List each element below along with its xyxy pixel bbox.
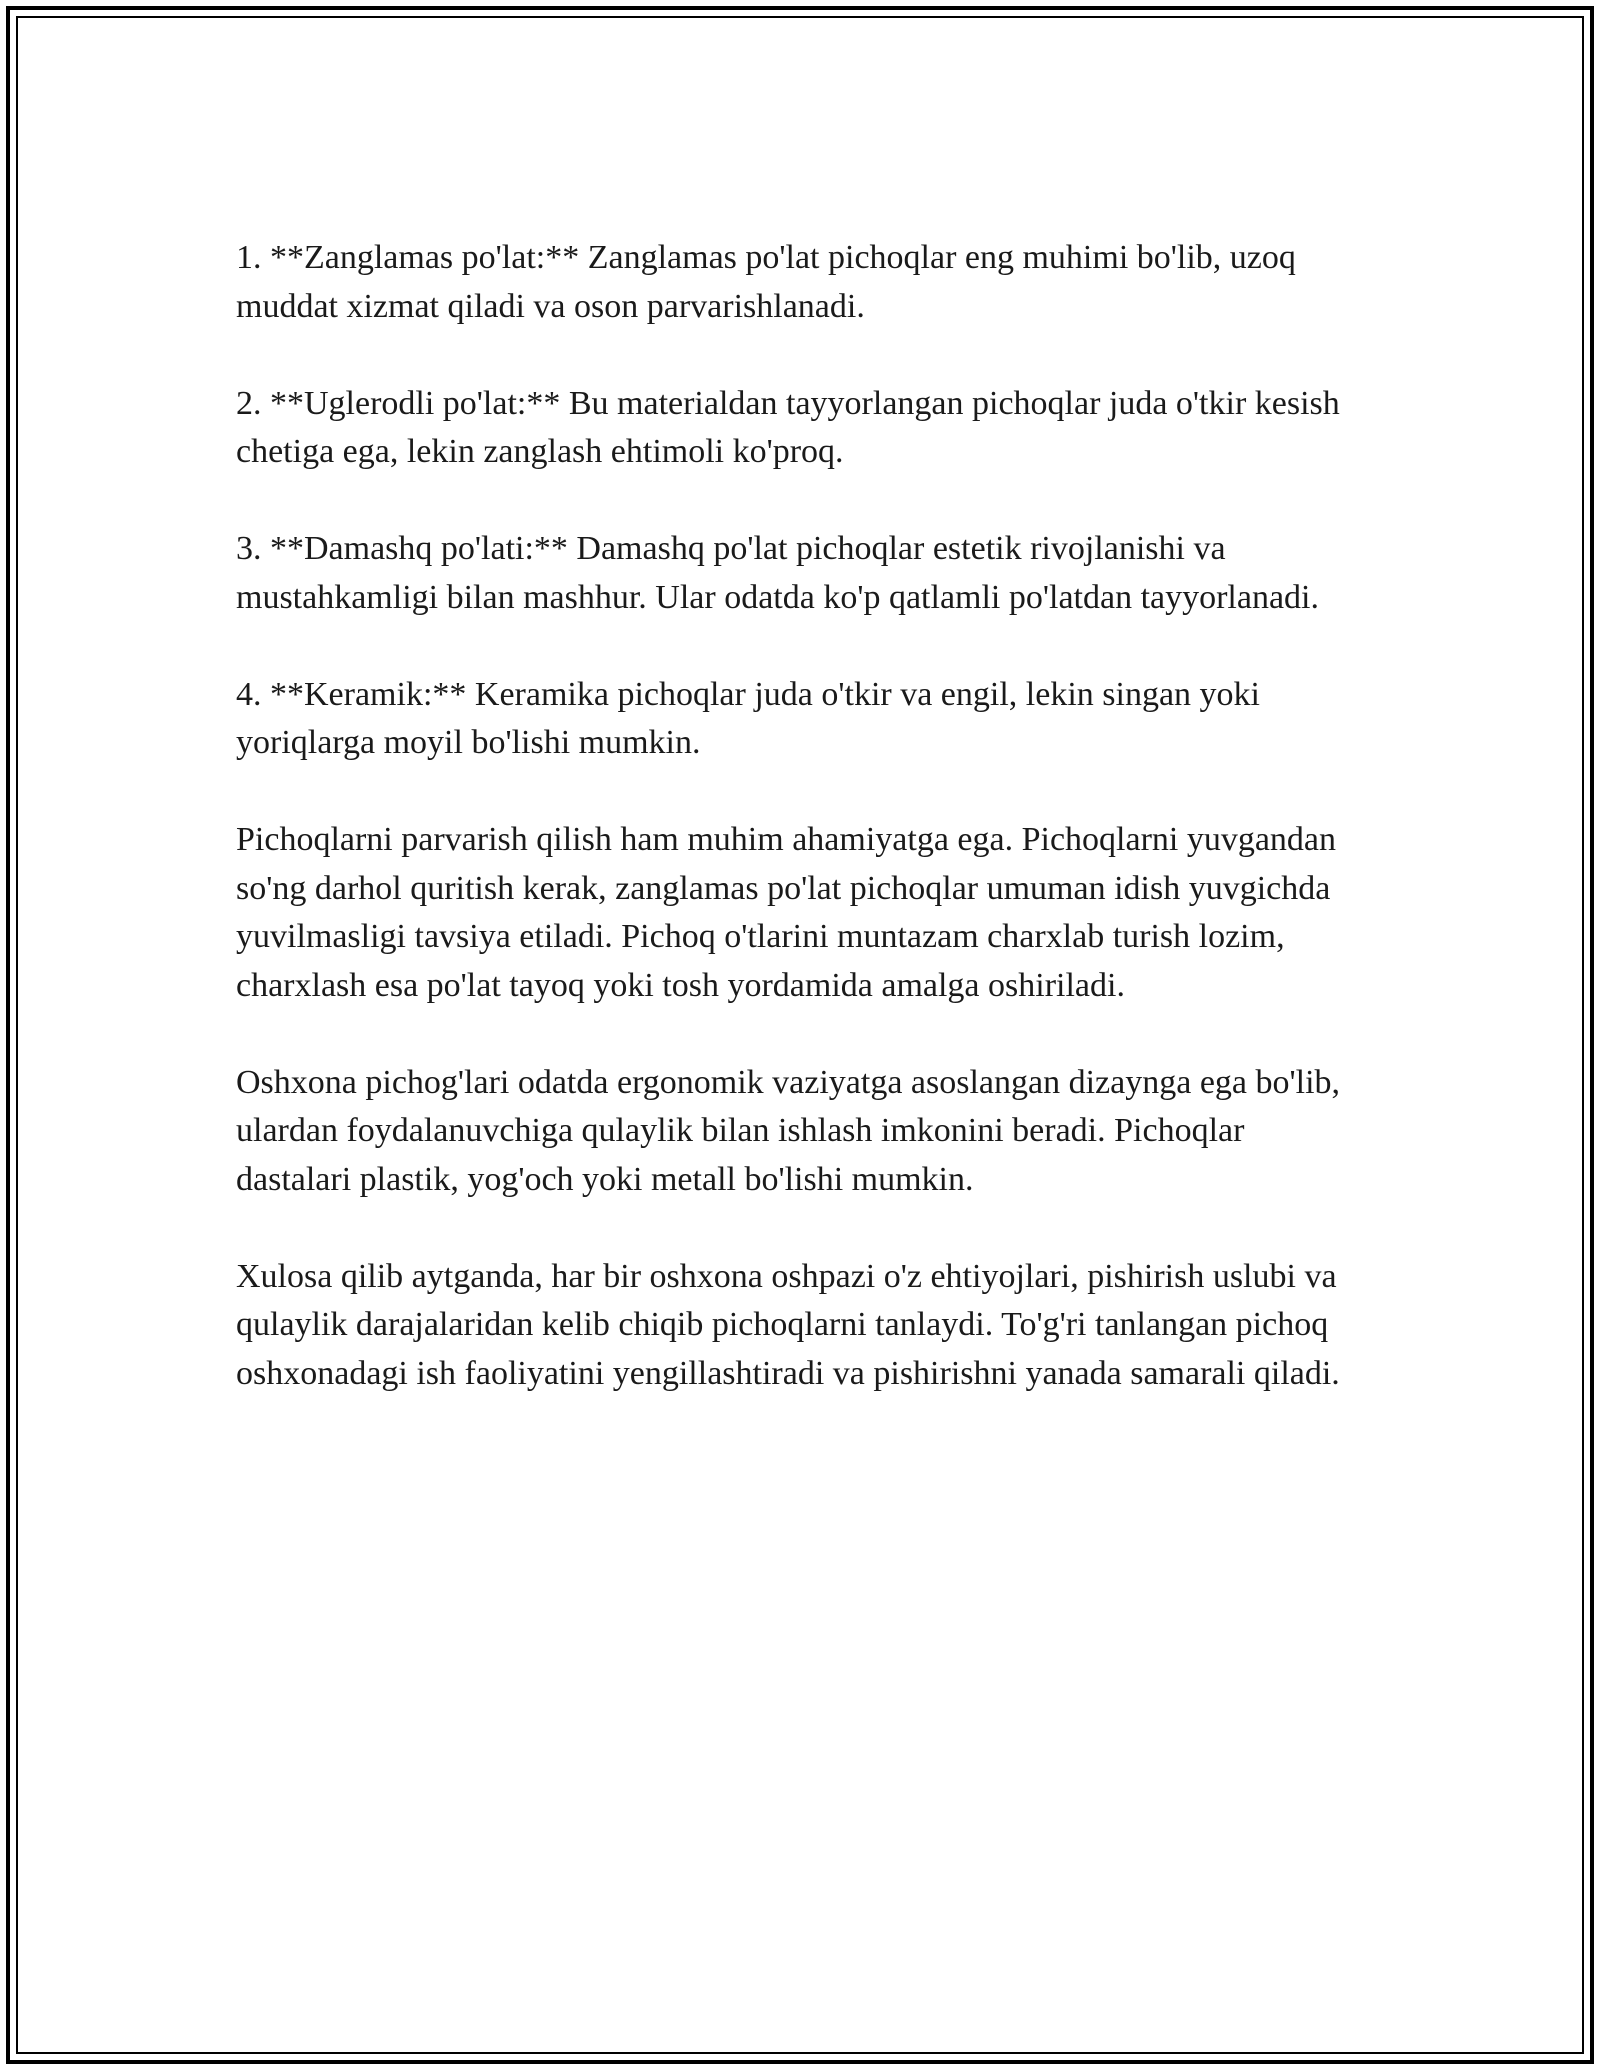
paragraph-conclusion: Xulosa qilib aytganda, har bir oshxona oshpazi o'z ehtiyojlari, pishirish uslubi va qulaylik darajalaridan kelib chiqib pichoqlarni tanlaydi. To'g'ri tanlangan pichoq oshxonadagi ish faoliyatini yengillashtiradi va pishirishni yanada samarali qiladi. <box>236 1257 1340 1392</box>
list-item-carbon-steel: 2. **Uglerodli po'lat:** Bu materialdan tayyorlangan pichoqlar juda o'tkir kesish chetiga ega, lekin zanglash ehtimoli ko'proq. <box>236 384 1340 470</box>
list-item-stainless-steel: 1. **Zanglamas po'lat:** Zanglamas po'lat pichoqlar eng muhimi bo'lib, uzoq muddat xizmat qiladi va oson parvarishlanadi. <box>236 239 1296 325</box>
paragraph-knife-care: Pichoqlarni parvarish qilish ham muhim ahamiyatga ega. Pichoqlarni yuvgandan so'ng darhol quritish kerak, zanglamas po'lat pichoqlar umuman idish yuvgichda yuvilmasligi tavsiya etiladi. Pichoq o'tlarini muntazam charxlab turish lozim, charxlash esa po'lat tayoq yoki tosh yordamida amalga oshiriladi. <box>236 821 1337 1004</box>
list-item-ceramic: 4. **Keramik:** Keramika pichoqlar juda o'tkir va engil, lekin singan yoki yoriqlarga moyil bo'lishi mumkin. <box>236 675 1260 761</box>
paragraph-ergonomics: Oshxona pichog'lari odatda ergonomik vaziyatga asoslangan dizaynga ega bo'lib, ulardan foydalanuvchiga qulaylik bilan ishlash imkonini beradi. Pichoqlar dastalari plastik, yog'och yoki metall bo'lishi mumkin. <box>236 1063 1341 1198</box>
list-item-damascus-steel: 3. **Damashq po'lati:** Damashq po'lat pichoqlar estetik rivojlanishi va mustahkamligi bilan mashhur. Ular odatda ko'p qatlamli po'latdan tayyorlanadi. <box>236 530 1320 616</box>
document-body <box>236 234 1366 1447</box>
